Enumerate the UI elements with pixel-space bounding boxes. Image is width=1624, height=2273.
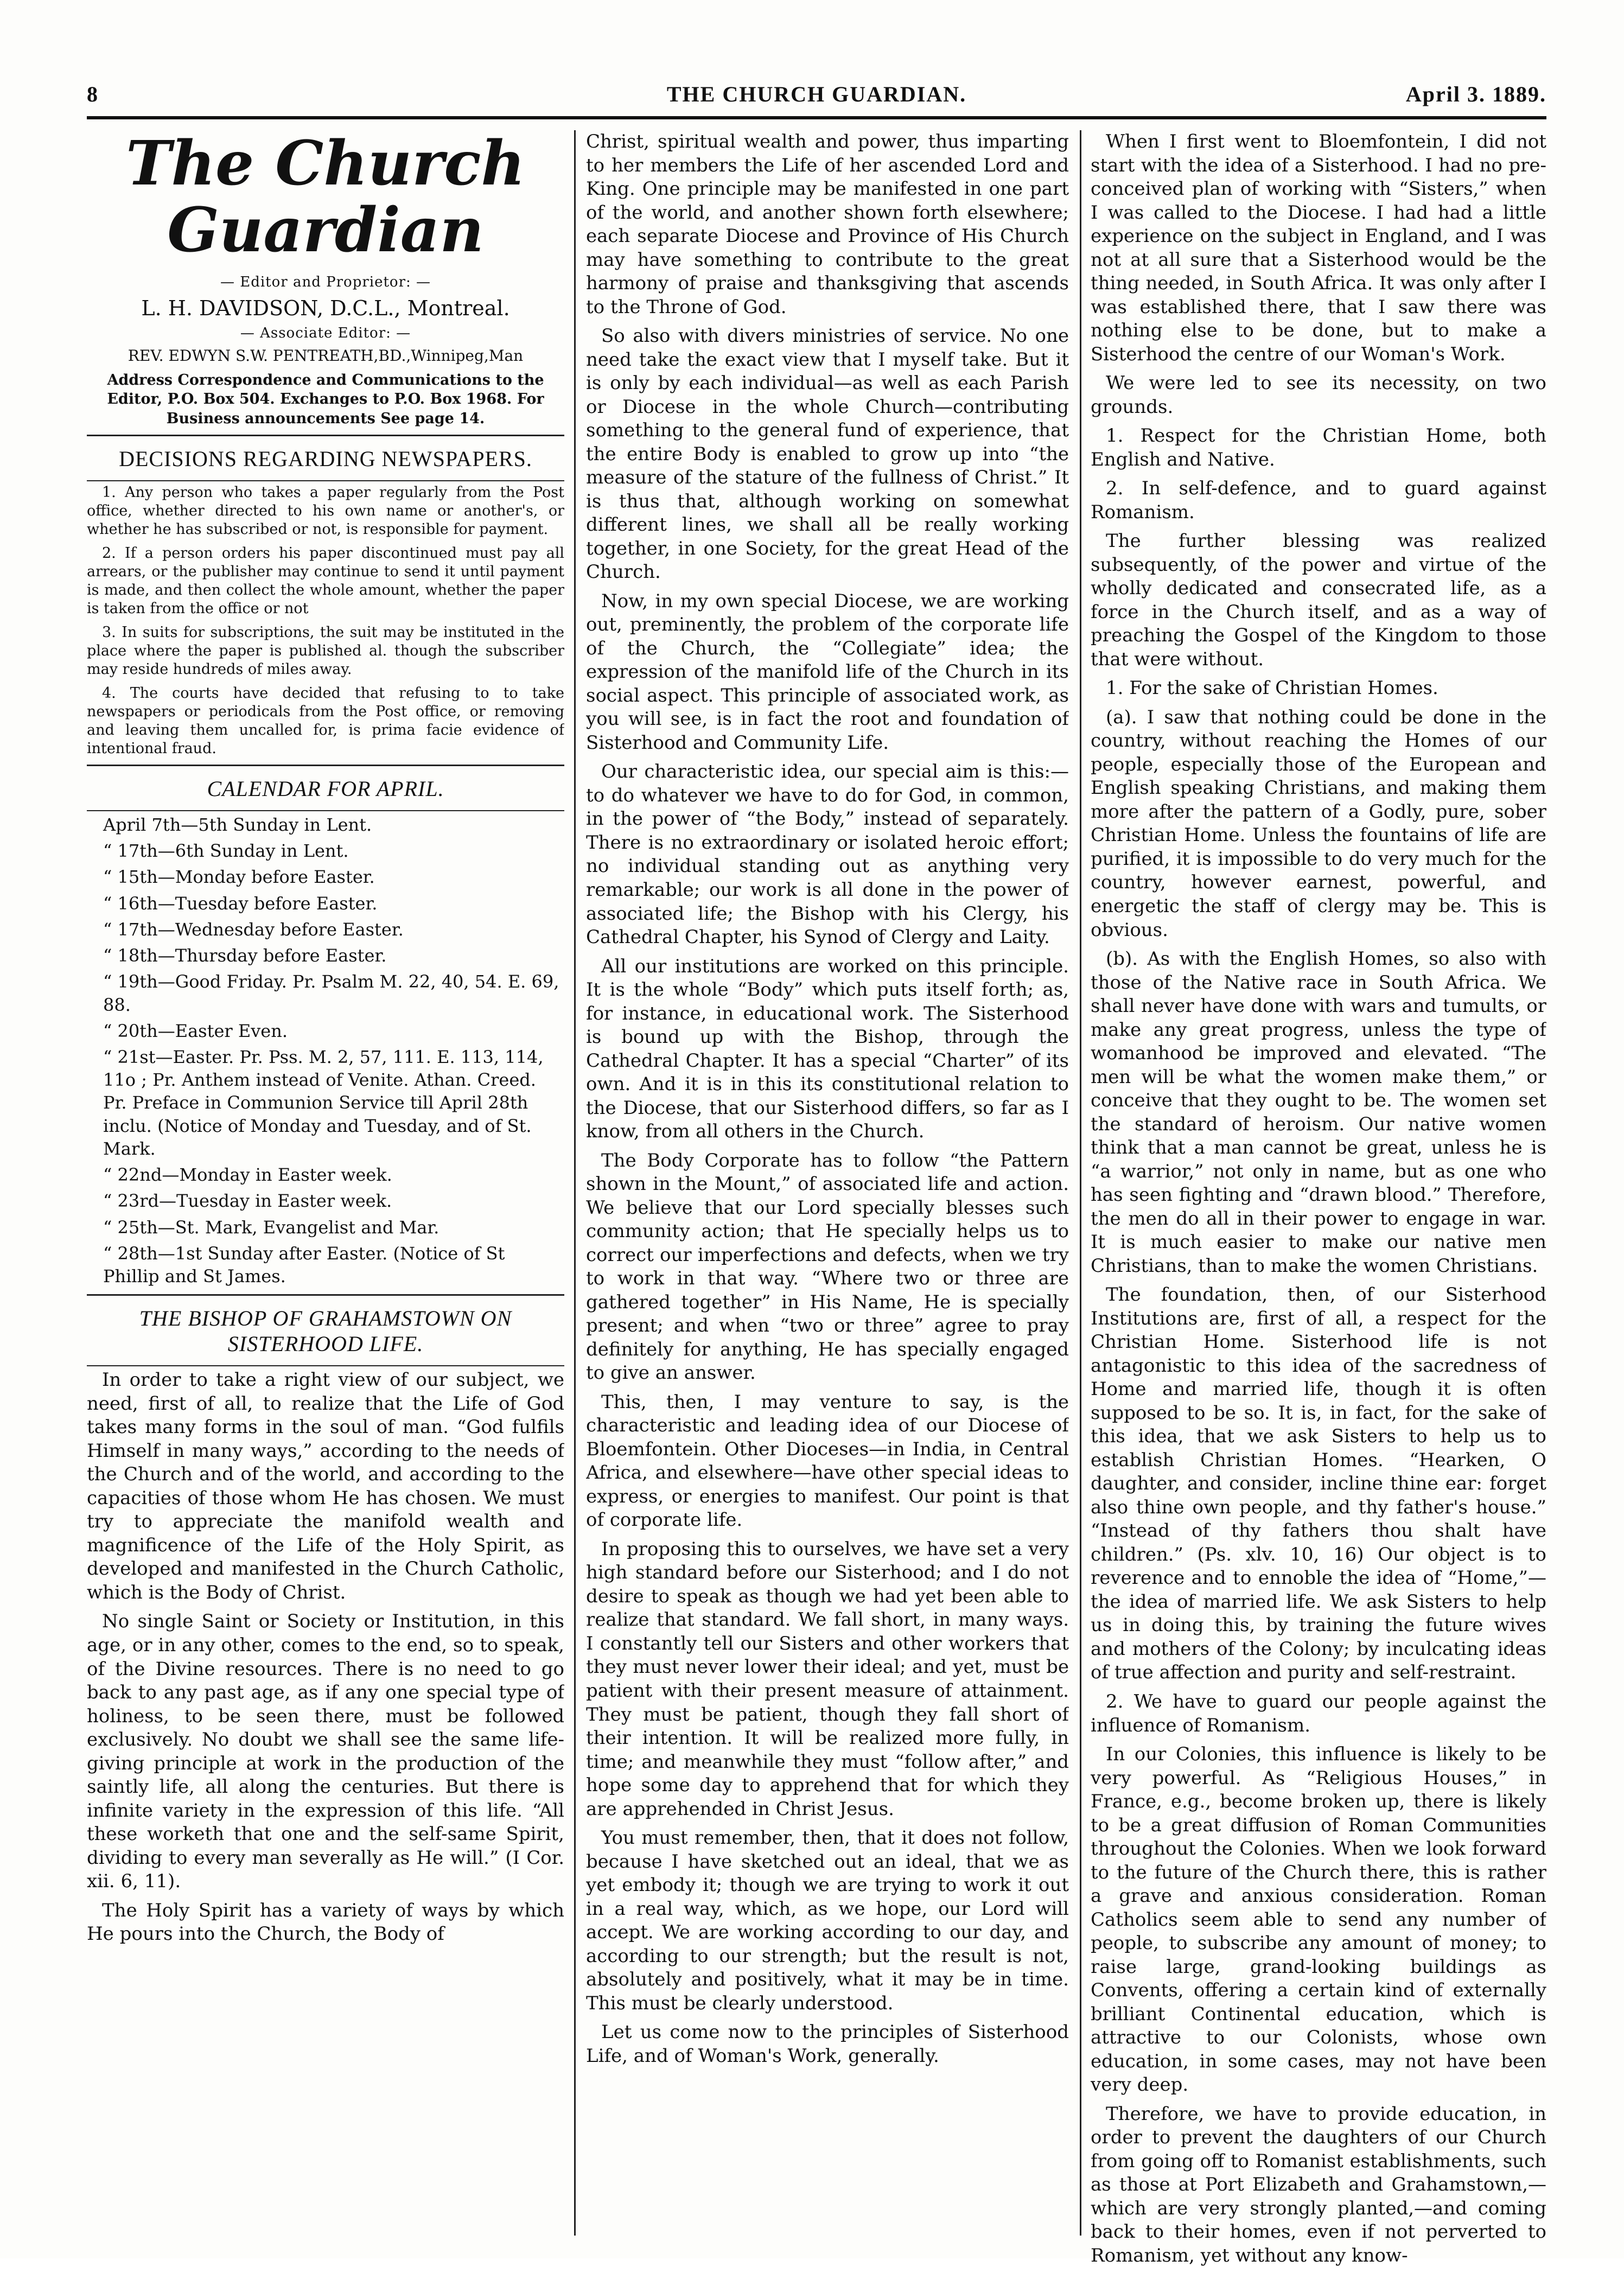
calendar-entry: “ 20th—Easter Even.: [103, 1020, 288, 1041]
address-note: Address Correspondence and Communications to the Editor, P.O. Box 504. Exchanges to P.O. Box 1968. For Business announcements See page 14.: [107, 372, 544, 427]
decision-item: 2. If a person orders his paper discontinued must pay all arrears, or the publisher may continue to send it until payment is made, and then collect the whole amount, whether the paper is taken from the office or not: [87, 544, 564, 617]
column-rule: [1080, 130, 1081, 2236]
column-1: [87, 130, 564, 1952]
divider: [87, 1365, 564, 1366]
calendar-entry: “ 22nd—Monday in Easter week.: [103, 1164, 392, 1186]
article-paragraph: Therefore, we have to provide education, in order to prevent the daughters of our Church from going off to Romanist establishments, such as those at Port Elizabeth and Grahamstown,—which are very strongly planted,—and coming back to their homes, even if not perverted to Romanism, yet without any know-: [1091, 2103, 1546, 2266]
decision-item: 1. Any person who takes a paper regularly from the Post office, whether directed to his own name or another's, or whether he has subscribed or not, is responsible for payment.: [87, 483, 564, 538]
article-paragraph: Our characteristic idea, our special aim is this:—to do whatever we have to do for God, in common, in the power of “the Body,” instead of separately. There is no extraordinary or isolated heroic effort; no individual standing out as anything very remarkable; our work is all done in the power of associated life; the Bishop with his Clergy, his Cathedral Chapter, his Synod of Clergy and Laity.: [586, 761, 1069, 948]
calendar-entry: April 7th—5th Sunday in Lent.: [103, 814, 372, 835]
decisions-list: [87, 483, 564, 758]
article-paragraph: Christ, spiritual wealth and power, thus imparting to her members the Life of her ascended Lord and King. One principle may be manifested in one part of the world, and another shown forth elsewhere; each separate Diocese and Province of His Church may have something to contribute to the great harmony of praise and thanksgiving that ascends to the Throne of God.: [586, 131, 1069, 318]
calendar-entry: “ 23rd—Tuesday in Easter week.: [103, 1190, 392, 1212]
column-rule: [574, 130, 576, 2236]
article-paragraph: 2. In self-defence, and to guard against Romanism.: [1091, 477, 1546, 523]
article-paragraph: 2. We have to guard our people against the influence of Romanism.: [1091, 1691, 1546, 1736]
article-paragraph: 1. For the sake of Christian Homes.: [1106, 677, 1438, 699]
calendar-entry: “ 17th—Wednesday before Easter.: [103, 919, 404, 940]
divider: [87, 435, 564, 436]
masthead-title: The Church Guardian: [126, 130, 525, 266]
running-head: [87, 81, 1546, 114]
calendar-entry: “ 19th—Good Friday. Pr. Psalm M. 22, 40, 54. E. 69, 88.: [103, 971, 559, 1015]
decision-item: 4. The courts have decided that refusing to to take newspapers or periodicals from the Post office, or removing and leaving them uncalled for, is prima facie evidence of intentional fraud.: [87, 684, 564, 757]
editor-name: L. H. DAVIDSON, D.C.L., Montreal.: [141, 296, 510, 320]
article-paragraph: We were led to see its necessity, on two grounds.: [1091, 372, 1546, 418]
article-paragraph: In our Colonies, this influence is likely to be very powerful. As “Religious Houses,” in France, e.g., become broken up, there is likely to be a great diffusion of Roman Communities throughout the Colonies. When we look forward to the future of the Church there, this is rather a grave and anxious consideration. Roman Catholics seem able to send any number of people, to subscribe any amount of money; to raise large, grand-looking buildings as Convents, offering a certain kind of externally brilliant Continental education, which is attractive to our Colonists, whose own education, in some cases, may not have been very deep.: [1091, 1743, 1546, 2096]
calendar-entry: “ 18th—Thursday before Easter.: [103, 945, 387, 966]
associate-name: REV. EDWYN S.W. PENTREATH,BD.,Winnipeg,Man: [128, 346, 524, 365]
calendar-entry: “ 25th—St. Mark, Evangelist and Mar.: [103, 1217, 440, 1238]
calendar-entry: “ 15th—Monday before Easter.: [103, 867, 375, 888]
column-3: [1091, 130, 1546, 2273]
calendar-heading: CALENDAR FOR APRIL.: [207, 776, 444, 801]
article-col1: [87, 1368, 564, 1946]
article-paragraph: The Holy Spirit has a variety of ways by which He pours into the Church, the Body of: [87, 1899, 564, 1945]
divider: [87, 480, 564, 481]
page-number: 8: [87, 82, 99, 106]
header-rule: [87, 116, 1546, 119]
calendar-entry: “ 16th—Tuesday before Easter.: [103, 893, 378, 914]
calendar-entry: “ 17th—6th Sunday in Lent.: [103, 841, 349, 862]
article-paragraph: All our institutions are worked on this principle. It is the whole “Body” which puts itself forth; as, for instance, in educational work. The Sisterhood is bound up with the Bishop, through the Cathedral Chapter. It has a special “Charter” of its own. And it is in this its constitutional relation to the Diocese, that our Sisterhood differs, so far as I know, from all others in the Church.: [586, 955, 1069, 1143]
divider: [87, 810, 564, 811]
column-2: [586, 130, 1069, 2073]
article-paragraph: In proposing this to ourselves, we have set a very high standard before our Sisterhood; and I do not desire to speak as though we had yet been able to realize that standard. We fall short, in many ways. I constantly tell our Sisters and other workers that they must never lower their ideal; and yet, must be patient with their present measure of attainment. They must be patient, though they fall short of their intention. It will be realized more fully, in time; and meanwhile they must “follow after,” and hope some day to apprehend that for which they are apprehended in Christ Jesus.: [586, 1538, 1069, 1820]
article-paragraph: (b). As with the English Homes, so also with those of the Native race in South Africa. We shall never have done with wars and tumults, or make any great progress, unless the type of womanhood be improved and elevated. “The men will be what the women make them,” or conceive that they ought to be. The women set the standard of heroism. Our native women think that a man cannot be great, unless he is “a warrior,” not only in name, but as one who has seen fighting and “drawn blood.” Therefore, the men do all in their power to engage in war. It is much easier to make our native men Christians, than to make the women Christians.: [1091, 948, 1546, 1277]
article-paragraph: (a). I saw that nothing could be done in the country, without reaching the Homes of our people, especially those of the European and English speaking Christians, and making them more after the pattern of a Godly, pure, sober Christian Home. Unless the fountains of life are purified, it is impossible to do very much for the country, however earnest, powerful, and energetic the staff of clergy may be. This is obvious.: [1091, 706, 1546, 941]
article-paragraph: The further blessing was realized subsequently, of the power and virtue of the wholly dedicated and consecrated life, as a force in the Church itself, and as a way of preaching the Gospel of the Kingdom to those that were without.: [1091, 530, 1546, 670]
article-paragraph: No single Saint or Society or Institution, in this age, or in any other, comes to the end, so to speak, of the Divine resources. There is no need to go back to any past age, as if any one special type of holiness, to be seen there, must be followed exclusively. No doubt we shall see the same life-giving principle at work in the production of the saintly life, all along the centuries. But there is infinite variety in the expression of this life. “All these worketh that one and the self-same Spirit, dividing to every man severally as He will.” (I Cor. xii. 6, 11).: [87, 1610, 564, 1893]
associate-label: — Associate Editor: —: [240, 325, 411, 342]
article-heading: THE BISHOP OF GRAHAMSTOWN ON SISTERHOOD LIFE.: [139, 1306, 512, 1357]
article-paragraph: The Body Corporate has to follow “the Pattern shown in the Mount,” of associated life and action. We believe that our Lord specially blesses such community action; that He specially helps us to correct our imperfections and defects, when we try to work in that way. “Where two or three are gathered together” in His Name, He is specially present; and when “two or three” agree to pray definitely for anything, He has specially engaged to give an answer.: [586, 1149, 1069, 1384]
calendar-entry: “ 21st—Easter. Pr. Pss. M. 2, 57, 111. E. 113, 114, 11o ; Pr. Anthem instead of Venite. Athan. Creed. Pr. Preface in Communion Service till April 28th inclu. (Notice of Monday and Tuesday, and of St. Mark.: [103, 1046, 544, 1159]
issue-date: April 3. 1889.: [1405, 82, 1546, 106]
article-paragraph: You must remember, then, that it does not follow, because I have sketched out an ideal, that we as yet embody it; though we are trying to work it out in a real way, which, as we hope, our Lord will accept. We are working according to our day, and according to our strength; but the result is not, absolutely and positively, what it may be in time. This must be clearly understood.: [586, 1827, 1069, 2014]
decisions-heading: DECISIONS REGARDING NEWSPAPERS.: [119, 446, 532, 471]
article-paragraph: Let us come now to the principles of Sisterhood Life, and of Woman's Work, generally.: [586, 2021, 1069, 2067]
editor-label: — Editor and Proprietor: —: [220, 274, 431, 291]
article-paragraph: When I first went to Bloemfontein, I did not start with the idea of a Sisterhood. I had no pre-conceived plan of working with “Sisters,” when I was called to the Diocese. I had had a little experience on the subject in England, and I was not at all sure that a Sisterhood would be the thing needed, in South Africa. It was only after I was established there, that I saw there was nothing else to be done, but to make a Sisterhood the centre of our Woman's Work.: [1091, 131, 1546, 365]
divider: [87, 1294, 564, 1296]
article-paragraph: In order to take a right view of our subject, we need, first of all, to realize that the Life of God takes many forms in the soul of man. “God fulfils Himself in many ways,” according to the needs of the Church and of the world, and according to the capacities of those whom He has chosen. We must try to appreciate the manifold wealth and magnificence of the Life of the Holy Spirit, as developed and manifested in the Church Catholic, which is the Body of Christ.: [87, 1369, 564, 1603]
article-paragraph: Now, in my own special Diocese, we are working out, preminently, the problem of the corporate life of the Church, the “Collegiate” idea; the expression of the manifold life of the Church in its social aspect. This principle of associated work, as you will see, is in fact the root and foundation of Sisterhood and Community Life.: [586, 590, 1069, 754]
article-paragraph: 1. Respect for the Christian Home, both English and Native.: [1091, 425, 1546, 470]
divider: [87, 765, 564, 766]
article-paragraph: This, then, I may venture to say, is the characteristic and leading idea of our Diocese of Bloemfontein. Other Dioceses—in India, in Central Africa, and elsewhere—have other special ideas to express, or energies to manifest. Our point is that of corporate life.: [586, 1391, 1069, 1531]
calendar-list: [87, 813, 564, 1288]
paper-title: THE CHURCH GUARDIAN.: [666, 82, 967, 106]
article-paragraph: The foundation, then, of our Sisterhood Institutions are, first of all, a respect for the Christian Home. Sisterhood life is not antagonistic to this idea of the sacredness of Home and married life, though it is often supposed to be so. It is, in fact, for the sake of this idea, that we ask Sisters to help us to establish Christian Homes. “Hearken, O daughter, and consider, incline thine ear: forget also thine own people, and thy father's house.” “Instead of thy fathers thou shalt have children.” (Ps. xlv. 10, 16) Our object is to reverence and to ennoble the idea of “Home,”—the idea of married life. We ask Sisters to help us in doing this, by training the future wives and mothers of the Colony; by inculcating ideas of true affection and purity and self-restraint.: [1091, 1284, 1546, 1684]
article-paragraph: So also with divers ministries of service. No one need take the exact view that I myself take. But it is only by each individual—as well as each Parish or Diocese in the whole Church—contributing something to the general fund of experience, that the entire Body is enabled to grow up into “the measure of the stature of the fullness of Christ.” It is thus that, although working on somewhat different lines, we shall all be really working together, in one Society, for the great Head of the Church.: [586, 325, 1069, 583]
decision-item: 3. In suits for subscriptions, the suit may be instituted in the place where the paper is published al. though the subscriber may reside hundreds of miles away.: [87, 623, 564, 678]
calendar-entry: “ 28th—1st Sunday after Easter. (Notice of St Phillip and St James.: [103, 1243, 505, 1287]
